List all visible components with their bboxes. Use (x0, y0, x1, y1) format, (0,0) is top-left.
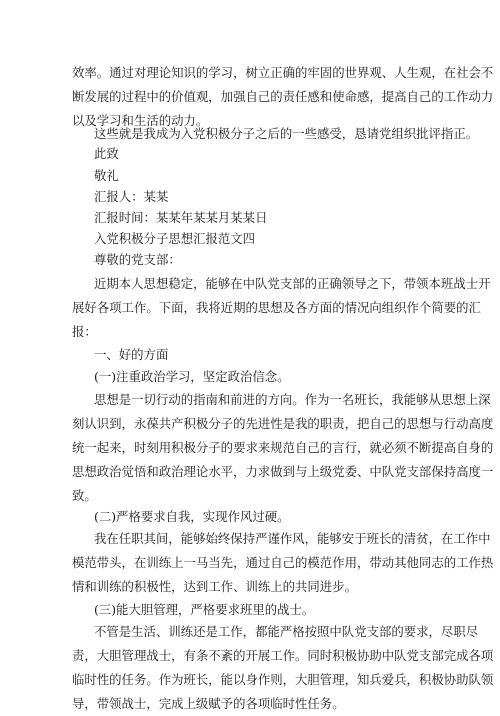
text-line: 思想是一切行动的指南和前进的方向。作为一名班长，我能够从思想上深 (94, 392, 491, 407)
paragraph-thought (72, 388, 494, 508)
subheading-strict-self (94, 505, 432, 529)
text-line: 此致 (94, 146, 119, 161)
text-line: (二)严格要求自我，实现作风过硬。 (94, 509, 290, 524)
text-line: 汇报时间：某某年某某月某某日 (94, 210, 268, 225)
text-line: (三)能大胆管理，严格要求班里的战士。 (94, 602, 315, 617)
text-line: 模范带头，在训练上一马当先，通过自己的模范作用，带动其他同志的工作热 (72, 555, 494, 570)
text-line: 思想政治觉悟和政治理论水平，力求做到与上级党委、中队党支部保持高度一 (72, 464, 494, 479)
text-line: 临时性的任务。作为班长，能以身作则，大胆管理，知兵爱兵，积极协助队领 (72, 672, 494, 687)
text-line: 断发展的过程中的价值观，加强自己的责任感和使命感，提高自己的工作动力 (72, 89, 494, 104)
text-line: 敬礼 (94, 168, 119, 183)
text-line: 以及学习和生活的动力。 (72, 113, 209, 128)
heading-good-aspects (94, 343, 432, 367)
greeting (94, 248, 432, 272)
text-line: 责，大胆管理战士，有条不紊的开展工作。同时积极协助中队党支部完成各项 (72, 648, 494, 663)
text-line: 我在任职其间，能够始终保持严谨作风，能够安于班长的清贫，在工作中 (94, 531, 491, 546)
text-line: 这些就是我成为入党积极分子之后的一些感受，恳请党组织批评指正。 (94, 126, 479, 141)
text-line: 报： (72, 324, 97, 339)
text-line: 入党积极分子思想汇报范文四 (94, 231, 256, 246)
paragraph-work-style (72, 527, 494, 599)
text-line: 统一起来，时刻用积极分子的要求来规范自己的言行，就必须不断提高自身的 (72, 440, 494, 455)
paragraph-management (72, 620, 494, 716)
subheading-bold-management (94, 598, 432, 622)
text-line: 近期本人思想稳定，能够在中队党支部的正确领导之下，带领本班战士开 (94, 276, 491, 291)
text-line: 刻认识到，永葆共产积极分子的先进性是我的职责，把自己的思想与行动高度 (72, 416, 494, 431)
text-line: 一、好的方面 (94, 347, 169, 362)
salutation-cizhi (94, 142, 432, 166)
text-line: 致。 (72, 488, 97, 503)
subheading-political-study (94, 365, 432, 389)
text-line: 汇报人：某某 (94, 189, 169, 204)
text-line: 不管是生活、训练还是工作，都能严格按照中队党支部的要求，尽职尽 (94, 624, 479, 639)
paragraph-intro (72, 272, 491, 344)
text-line: 情和训练的积极性，达到工作、训练上的共同进步。 (72, 579, 357, 594)
text-line: 尊敬的党支部： (94, 252, 181, 267)
text-line: (一)注重政治学习，坚定政治信念。 (94, 369, 290, 384)
text-line: 效率。通过对理论知识的学习，树立正确的牢固的世界观、人生观，在社会不 (72, 65, 494, 80)
text-line: 展好各项工作。下面，我将近期的思想及各方面的情况向组织作个简要的汇 (72, 300, 481, 315)
text-line: 导，带领战士，完成上级赋予的各项临时性任务。 (72, 696, 345, 711)
